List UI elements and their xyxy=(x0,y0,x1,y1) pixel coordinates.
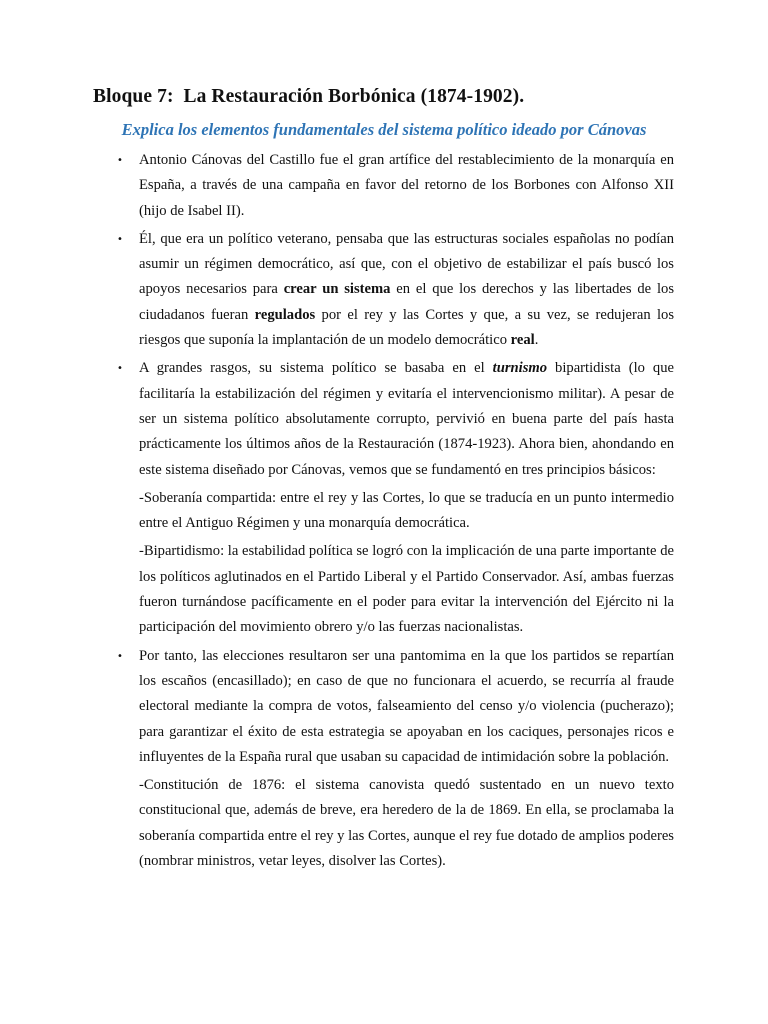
bold-italic-text: turnismo xyxy=(492,360,548,377)
paragraph-6 xyxy=(117,644,674,770)
page-title: Bloque 7: La Restauración Borbónica (1874-1902). xyxy=(93,86,525,107)
paragraph-3 xyxy=(117,356,675,482)
paragraph-text: Por tanto, las elecciones resultaron ser una pantomima en la que los partidos se repartían los escaños (encasillado); en caso de que no funcionara el acuerdo, se recurría al fraude electoral mediante la compra de votos, falseamiento del censo y/o violencia (pucherazo); para garantizar el éxito de esta estrategia se apoyaban en los caciques, personajes ricos e influyentes de la España rural que usaban su capacidad de intimidación sobre la población. xyxy=(139,647,674,765)
paragraph-text: bipartidista (lo que facilitaría la estabilización del régimen y evitaría el intervencionismo militar). A pesar de ser un sistema político absolutamente corrupto, pervivió en buena parte del país hasta prácticamente los últimos años de la Restauración (1874-1923). Ahora bien, ahondando en este sistema diseñado por Cánovas, vemos que se fundamentó en tres principios básicos: xyxy=(139,360,675,478)
bold-text: crear un sistema xyxy=(283,281,391,298)
paragraph-4 xyxy=(139,486,674,537)
paragraph-2 xyxy=(117,227,674,353)
document-body xyxy=(117,148,675,877)
bullet-icon: • xyxy=(117,155,123,166)
paragraph-text: -Bipartidismo: la estabilidad política se logró con la implicación de una parte importante de los políticos aglutinados en el Partido Liberal y el Partido Conservador. Así, ambas fuerzas fueron turnándose pacíficamente en el poder para evitar la intervención del Ejército ni la participación del movimiento obrero y/o las fuerzas nacionalistas. xyxy=(139,543,674,636)
paragraph-text: -Constitución de 1876: el sistema canovista quedó sustentado en un nuevo texto constitucional que, además de breve, era heredero de la de 1869. En ella, se proclamaba la soberanía compartida entre el rey y las Cortes, aunque el rey fue dotado de amplios poderes (nombrar ministros, vetar leyes, disolver las Cortes). xyxy=(139,777,674,870)
paragraph-7 xyxy=(139,773,674,874)
bullet-icon: • xyxy=(117,363,123,375)
question-heading: Explica los elementos fundamentales del sistema político ideado por Cánovas xyxy=(121,120,647,139)
paragraph-text: por el rey y las Cortes y que, a su vez, se redujeran los riesgos que suponía la implantación de un modelo democrático xyxy=(139,306,674,349)
paragraph-text: . xyxy=(534,332,539,349)
bold-text: regulados xyxy=(254,306,316,323)
bold-text: real xyxy=(510,332,535,349)
bullet-icon: • xyxy=(117,650,123,662)
paragraph-text: Antonio Cánovas del Castillo fue el gran artífice del restablecimiento de la monarquía en España, a través de una campaña en favor del retorno de los Borbones con Alfonso XII (hijo de Isabel II). xyxy=(139,152,674,219)
paragraph-text: -Soberanía compartida: entre el rey y las Cortes, lo que se traducía en un punto intermedio entre el Antiguo Régimen y una monarquía democrática. xyxy=(139,489,674,532)
paragraph-1 xyxy=(117,148,674,224)
paragraph-5 xyxy=(139,539,674,640)
paragraph-text: en el que los derechos y las libertades de los ciudadanos fueran xyxy=(139,281,674,323)
paragraph-text: A grandes rasgos, su sistema político se basaba en el xyxy=(139,360,493,377)
paragraph-text: Él, que era un político veterano, pensaba que las estructuras sociales españolas no podían asumir un régimen democrático, así que, con el objetivo de estabilizar el país buscó los apoyos necesarios para xyxy=(139,230,674,298)
bullet-icon: • xyxy=(117,233,123,245)
